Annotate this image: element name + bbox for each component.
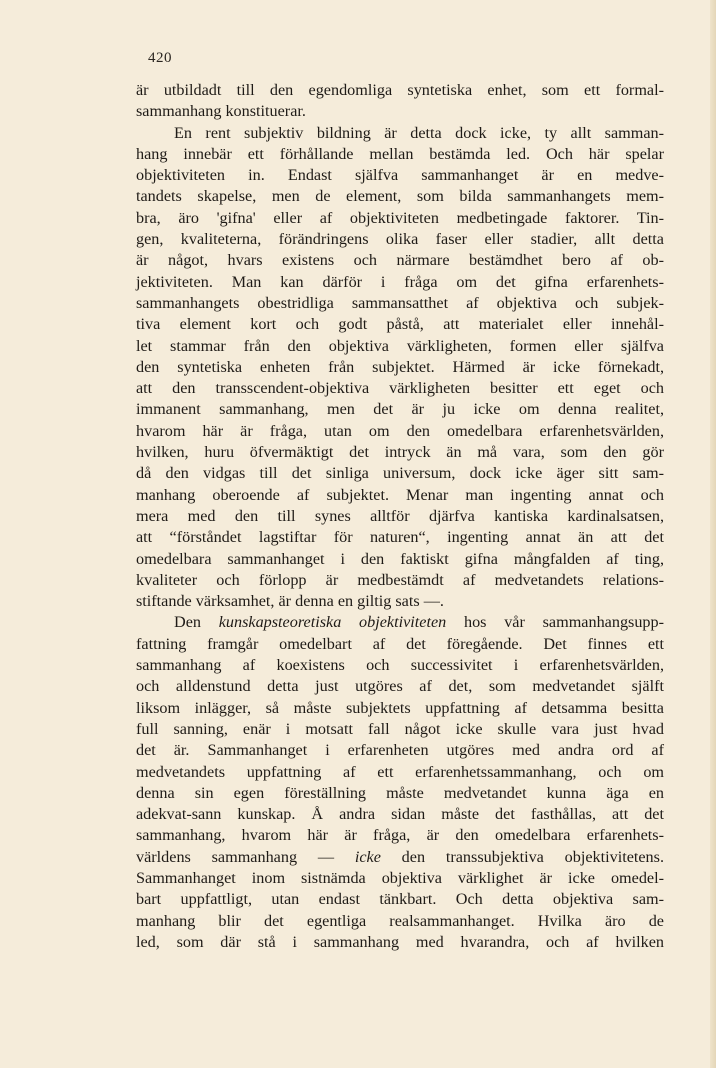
text-line bbox=[136, 250, 664, 271]
text-span: Den bbox=[174, 613, 219, 632]
text-line bbox=[136, 676, 664, 697]
text-span: sammanhangets obestridliga sammansatthet af objektiva och subjek- bbox=[136, 293, 664, 312]
text-span: Sammanhanget inom sistnämda objektiva värklighet är icke omedel- bbox=[136, 868, 664, 887]
text-line bbox=[136, 463, 664, 484]
text-line bbox=[136, 442, 664, 463]
text-line bbox=[136, 932, 664, 953]
text-span: omedelbara sammanhanget i den faktiskt gifna mångfalden af ting, bbox=[136, 549, 664, 568]
text-line bbox=[136, 698, 664, 719]
text-line bbox=[136, 804, 664, 825]
text-span: tiva element kort och godt påstå, att materialet eller innehål- bbox=[136, 315, 664, 334]
text-line bbox=[136, 272, 664, 293]
text-line bbox=[136, 80, 664, 101]
text-line bbox=[136, 762, 664, 783]
text-line bbox=[136, 336, 664, 357]
text-line bbox=[136, 314, 664, 335]
page-number: 420 bbox=[148, 50, 172, 66]
text-span: immanent sammanhang, men det är ju icke om denna realitet, bbox=[136, 400, 664, 419]
text-line bbox=[136, 570, 664, 591]
text-line bbox=[136, 527, 664, 548]
text-span: att “förståndet lagstiftar för naturen“, ingenting annat än att det bbox=[136, 528, 664, 547]
text-span: let stammar från den objektiva värkligheten, formen eller själfva bbox=[136, 336, 664, 355]
text-line bbox=[136, 506, 664, 527]
text-span: sammanhang konstituerar. bbox=[136, 102, 306, 121]
text-line bbox=[136, 868, 664, 889]
text-span: det är. Sammanhanget i erfarenheten utgöres med andra ord af bbox=[136, 741, 664, 760]
text-span: den transsubjektiva objektivitetens. bbox=[380, 847, 665, 866]
text-span: objektiviteten in. Endast själfva sammanhanget är en medve- bbox=[136, 166, 664, 185]
text-span: att den transscendent-objektiva värkligheten besitter ett eget och bbox=[136, 379, 664, 398]
text-line bbox=[136, 719, 664, 740]
text-line bbox=[136, 634, 664, 655]
text-line bbox=[136, 911, 664, 932]
text-span: liksom inlägger, så måste subjektets uppfattning af detsamma besitta bbox=[136, 698, 664, 717]
text-span: manhang blir det egentliga realsammanhanget. Hvilka äro de bbox=[136, 911, 664, 930]
text-span: full sanning, enär i motsatt fall något icke skulle vara just hvad bbox=[136, 719, 664, 738]
text-span: sammanhang af koexistens och successivitet i erfarenhetsvärlden, bbox=[136, 656, 664, 675]
text-span: kvaliteter och förlopp är medbestämdt af medvetandets relations- bbox=[136, 570, 664, 589]
text-line bbox=[136, 421, 664, 442]
italic-text: icke bbox=[354, 847, 381, 866]
text-line bbox=[136, 293, 664, 314]
text-span: adekvat-sann kunskap. Å andra sidan måste det fasthållas, att det bbox=[136, 805, 664, 824]
text-span: då den vidgas till det sinliga universum, dock icke äger sitt sam- bbox=[136, 464, 664, 483]
text-line bbox=[136, 591, 664, 612]
text-span: denna sin egen föreställning måste medvetandet kunna äga en bbox=[136, 783, 664, 802]
text-span: medvetandets uppfattning af ett erfarenhetssammanhang, och om bbox=[136, 762, 664, 781]
text-span: fattning framgår omedelbart af det föregående. Det finnes ett bbox=[136, 634, 664, 653]
text-span: hvarom här är fråga, utan om den omedelbara erfarenhetsvärlden, bbox=[136, 421, 664, 440]
text-line bbox=[136, 101, 664, 122]
text-line bbox=[136, 378, 664, 399]
text-span: hang innebär ett förhållande mellan bestämda led. Och här spelar bbox=[136, 144, 664, 163]
text-line bbox=[136, 825, 664, 846]
text-line bbox=[136, 889, 664, 910]
text-span: hvilken, huru öfvermäktigt det intryck än må vara, som den gör bbox=[136, 443, 664, 462]
text-line bbox=[136, 847, 664, 868]
text-line bbox=[136, 485, 664, 506]
text-line bbox=[136, 399, 664, 420]
text-line bbox=[136, 783, 664, 804]
text-span: den syntetiska enheten från subjektet. Härmed är icke förnekadt, bbox=[136, 357, 664, 376]
text-span: hos vår sammanhangsupp- bbox=[446, 613, 665, 632]
text-span: och alldenstund detta just utgöres af det, som medvetandet själft bbox=[136, 677, 664, 696]
body-text bbox=[136, 80, 664, 953]
text-line bbox=[136, 229, 664, 250]
text-line bbox=[136, 655, 664, 676]
text-line bbox=[136, 612, 664, 633]
text-span: är något, hvars existens och närmare bestämdhet bero af ob- bbox=[136, 251, 664, 270]
text-span: bart uppfattligt, utan endast tänkbart. Och detta objektiva sam- bbox=[136, 890, 664, 909]
text-line bbox=[136, 165, 664, 186]
text-line bbox=[136, 144, 664, 165]
text-span: stiftande värksamhet, är denna en giltig sats —. bbox=[136, 592, 444, 611]
text-line bbox=[136, 740, 664, 761]
text-span: mera med den till synes alltför djärfva kantiska kardinalsatsen, bbox=[136, 506, 664, 525]
text-line bbox=[136, 208, 664, 229]
text-span: led, som där stå i sammanhang med hvarandra, och af hvilken bbox=[136, 932, 664, 951]
page-edge bbox=[710, 0, 716, 1068]
text-span: jektiviteten. Man kan därför i fråga om det gifna erfarenhets- bbox=[136, 272, 664, 291]
text-span: En rent subjektiv bildning är detta dock icke, ty allt samman- bbox=[174, 123, 664, 142]
italic-text: kunskapsteoretiska objektiviteten bbox=[218, 613, 447, 632]
text-span: sammanhang, hvarom här är fråga, är den omedelbara erfarenhets- bbox=[136, 826, 664, 845]
text-span: gen, kvaliteterna, förändringens olika faser eller stadier, allt detta bbox=[136, 230, 664, 249]
text-line bbox=[136, 186, 664, 207]
text-span: världens sammanhang — bbox=[136, 847, 355, 866]
text-line bbox=[136, 357, 664, 378]
text-line bbox=[136, 549, 664, 570]
text-span: tandets skapelse, men de element, som bilda sammanhangets mem- bbox=[136, 187, 664, 206]
text-line bbox=[136, 123, 664, 144]
text-span: bra, äro 'gifna' eller af objektiviteten medbetingade faktorer. Tin- bbox=[136, 208, 664, 227]
text-span: manhang oberoende af subjektet. Menar man ingenting annat och bbox=[136, 485, 664, 504]
text-span: är utbildadt till den egendomliga syntetiska enhet, som ett formal- bbox=[136, 81, 664, 99]
